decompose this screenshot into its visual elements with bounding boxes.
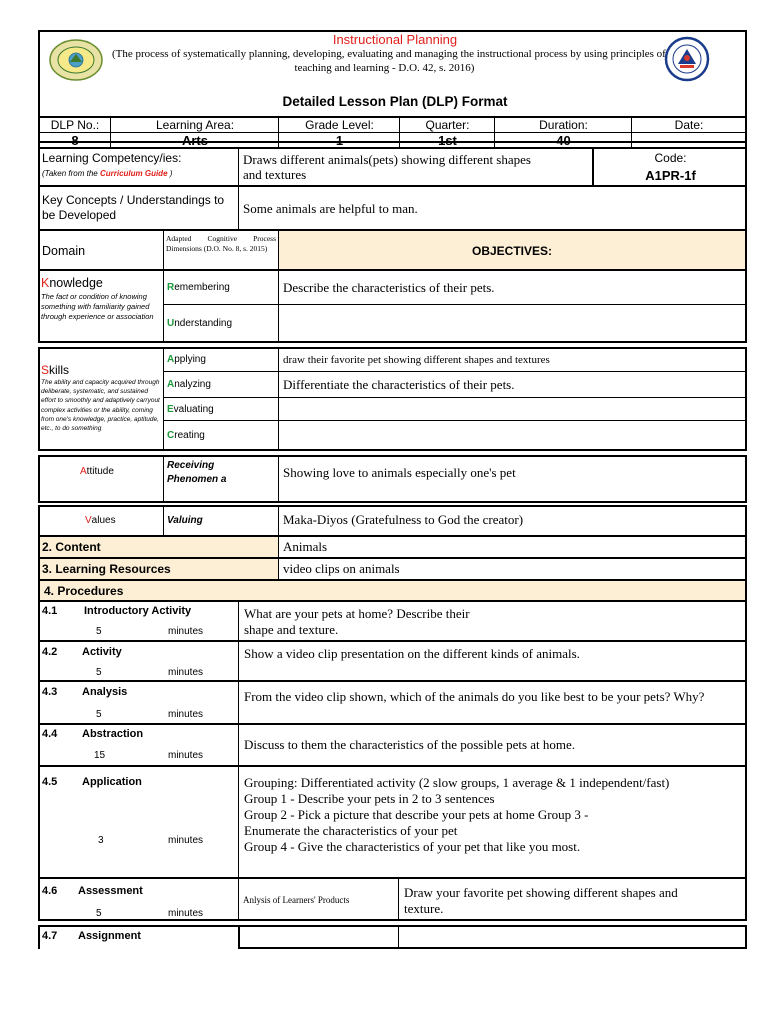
- procedure-minutes: 5: [96, 908, 102, 919]
- understanding-label: U nderstanding: [167, 318, 233, 329]
- learning-area-value: Arts: [181, 133, 208, 148]
- procedure-number: 4.6: [42, 885, 58, 897]
- procedure-text: Discuss to them the characteristics of the possible pets at home.: [244, 737, 576, 752]
- procedure-number: 4.1: [42, 605, 58, 617]
- date-label: Date:: [674, 117, 704, 132]
- duration-label: Duration:: [539, 117, 588, 132]
- skills-label: Skills: [41, 363, 70, 377]
- assignment-box: [238, 925, 747, 949]
- procedure-text: What are your pets at home? Describe their shape and texture.: [244, 606, 470, 637]
- dlp-no-value: 8: [71, 133, 79, 148]
- application-line: Group 1 - Describe your pets in 2 to 3 sentences: [244, 791, 495, 806]
- attitude-label: Attitude: [80, 466, 114, 477]
- procedure-minutes: 5: [96, 709, 102, 720]
- procedure-minutes: 5: [96, 667, 102, 678]
- deped-seal-logo: [662, 36, 712, 82]
- applying-label: A pplying: [167, 354, 206, 365]
- understanding-objective: [283, 305, 743, 342]
- analyzing-label: A nalyzing: [167, 379, 211, 390]
- date-value: [633, 133, 745, 148]
- key-concepts-text: Some animals are helpful to man.: [243, 201, 418, 216]
- header-title: Instructional Planning: [332, 32, 458, 47]
- procedures-header: 4. Procedures: [38, 581, 747, 602]
- procedure-number: 4.2: [42, 646, 58, 658]
- application-line: Group 4 - Give the characteristics of your pet that like you most.: [244, 839, 581, 854]
- dlp-no-label: DLP No.:: [50, 117, 100, 132]
- values-label: V alues: [85, 514, 116, 526]
- attitude-objective: Showing love to animals especially one's pet: [283, 465, 516, 480]
- creating-objective: [283, 421, 743, 450]
- procedure-number: 4.5: [42, 776, 58, 788]
- assessment-method: Anlysis of Learners' Products: [243, 895, 350, 905]
- domain-label: Domain: [42, 244, 86, 258]
- curriculum-guide-link: Curriculum Guide: [99, 169, 168, 178]
- objectives-label: OBJECTIVES:: [471, 244, 552, 258]
- analyzing-objective: Differentiate the characteristics of their pets.: [283, 376, 515, 392]
- procedure-unit: minutes: [168, 750, 204, 761]
- code-value: A1PR-1f: [645, 168, 696, 183]
- procedure-name: Activity: [82, 646, 122, 658]
- procedure-text: [244, 775, 746, 855]
- duration-value: 40: [556, 133, 571, 148]
- attitude-process: Receiving Phenomen a: [167, 460, 227, 485]
- procedure-name: Abstraction: [82, 728, 144, 740]
- grade-level-label: Grade Level:: [305, 117, 374, 132]
- grade-level-value: 1: [335, 133, 344, 148]
- procedure-minutes: 15: [94, 750, 106, 761]
- procedure-unit: minutes: [168, 835, 204, 846]
- procedure-name: Assignment: [78, 930, 141, 942]
- quarter-value: 1st: [438, 133, 457, 148]
- applying-objective: draw their favorite pet showing different shapes and textures: [283, 353, 550, 366]
- procedure-name: Assessment: [78, 885, 143, 897]
- procedure-text: From the video clip shown, which of the animals do you like best to be your pets? Why?: [244, 689, 705, 704]
- application-line: Grouping: Differentiated activity (2 slow groups, 1 average & 1 independent/fast): [244, 775, 670, 790]
- adapted-process-label: Adapted Cognitive Process Dimensions (D.O. No. 8, s. 2015): [166, 234, 276, 253]
- code-label: Code:: [654, 151, 687, 165]
- procedure-unit: minutes: [168, 626, 204, 637]
- values-objective: Maka-Diyos (Gratefulness to God the creator): [283, 512, 524, 527]
- application-line: Enumerate the characteristics of your pet: [244, 823, 458, 838]
- procedure-name: Application: [82, 776, 142, 788]
- creating-label: C reating: [167, 430, 205, 441]
- procedure-minutes: 3: [98, 835, 104, 846]
- procedure-name: Analysis: [82, 686, 128, 698]
- procedure-number: 4.4: [42, 728, 58, 740]
- evaluating-objective: [283, 398, 743, 420]
- procedure-unit: minutes: [168, 667, 204, 678]
- application-line: Group 2 - Pick a picture that describe your pets at home Group 3 -: [244, 807, 589, 822]
- header-subtitle-line1: (The process of systematically planning, developing, evaluating and managing the instructional process by using principles of: [112, 48, 666, 60]
- values-process: Valuing: [167, 514, 203, 526]
- resources-value: video clips on animals: [283, 561, 400, 576]
- header-subtitle-line2: teaching and learning - D.O. 42, s. 2016): [294, 62, 475, 74]
- procedure-text: Draw your favorite pet showing different shapes and texture.: [404, 885, 678, 916]
- procedure-unit: minutes: [168, 908, 204, 919]
- school-seal-logo: [48, 38, 104, 82]
- quarter-label: Quarter:: [425, 117, 470, 132]
- procedure-number: 4.3: [42, 686, 58, 698]
- knowledge-description: The fact or condition of knowing something with familiarity gained through experience or association: [41, 292, 154, 321]
- skills-description: The ability and capacity acquired through deliberate, systematic, and sustained effort to smoothly and adaptively carryout complex activities or the ability, coming from one's knowledge, practice, aptitude, etc., to do something: [41, 379, 160, 433]
- learning-area-label: Learning Area:: [155, 117, 235, 132]
- procedure-text: Show a video clip presentation on the different kinds of animals.: [244, 646, 580, 661]
- remembering-objective: Describe the characteristics of their pets.: [283, 279, 495, 295]
- procedure-number: 4.7: [42, 930, 58, 942]
- remembering-label: R emembering: [167, 282, 230, 293]
- procedure-unit: minutes: [168, 709, 204, 720]
- competency-note: (Taken from the Curriculum Guide ): [42, 169, 173, 178]
- resources-label: 3. Learning Resources: [42, 562, 171, 576]
- competency-text: Draws different animals(pets) showing different shapes and textures: [243, 152, 531, 182]
- knowledge-label: Knowledge: [41, 276, 103, 290]
- key-concepts-label: Key Concepts / Understandings to be Developed: [42, 193, 225, 222]
- competency-label: Learning Competency/ies:: [42, 151, 182, 165]
- procedure-minutes: 5: [96, 626, 102, 637]
- content-value: Animals: [283, 539, 328, 554]
- dlp-format-title: Detailed Lesson Plan (DLP) Format: [282, 93, 508, 109]
- evaluating-label: E valuating: [167, 403, 214, 415]
- content-label: 2. Content: [42, 540, 101, 554]
- procedure-name: Introductory Activity: [84, 605, 192, 617]
